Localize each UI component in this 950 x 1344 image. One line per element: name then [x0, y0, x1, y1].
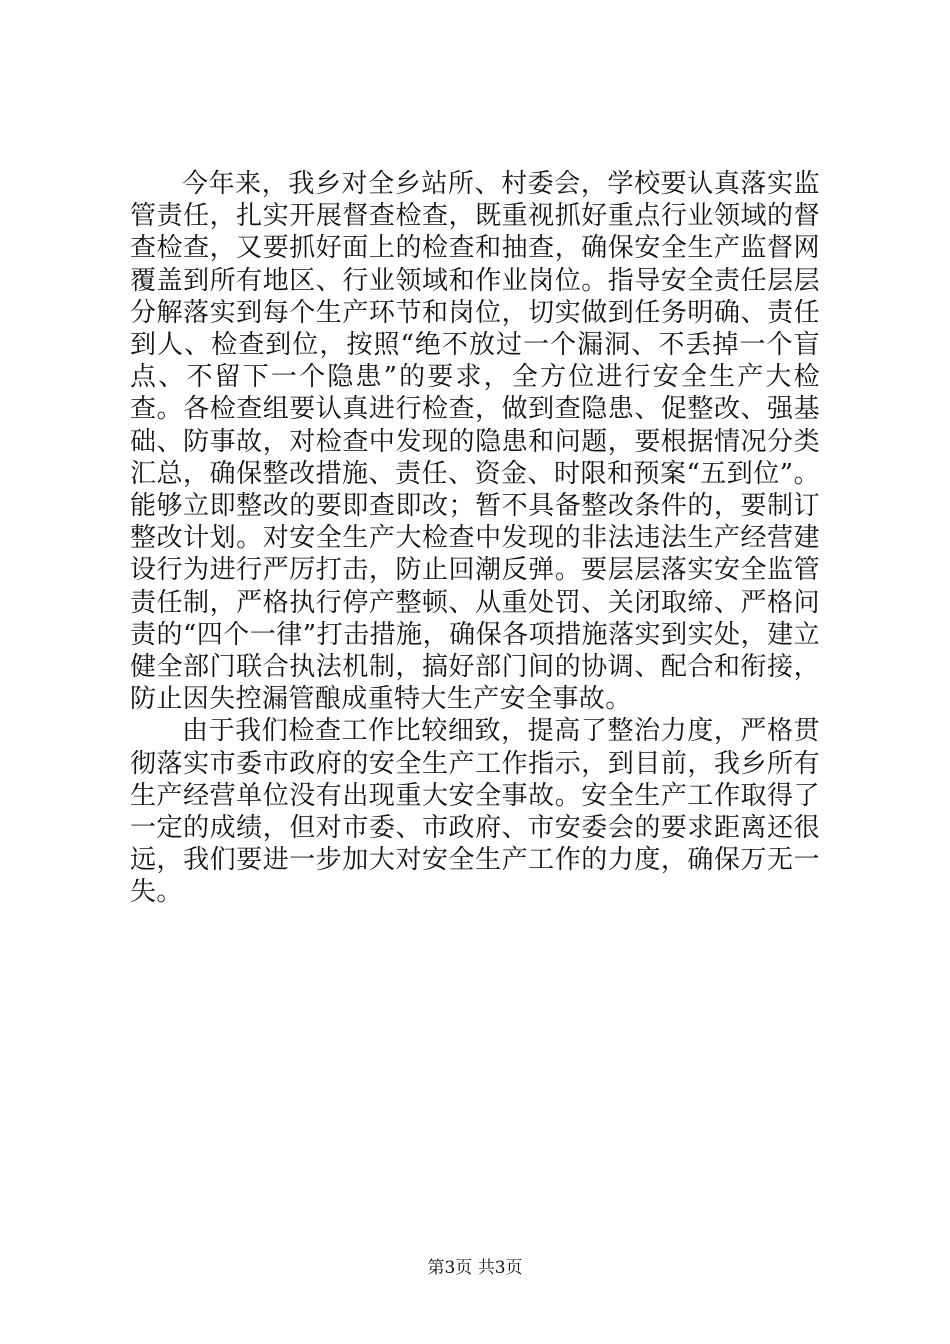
paragraph-2: 由于我们检查工作比较细致，提高了整治力度，严格贯彻落实市委市政府的安全生产工作指示，到目前，我乡所有生产经营单位没有出现重大安全事故。安全生产工作取得了一定的成绩，但对市委、市政府、市安委会的要求距离还很远，我们要进一步加大对安全生产工作的力度，确保万无一失。	[130, 716, 820, 908]
document-body	[130, 168, 820, 909]
paragraph-1: 今年来，我乡对全乡站所、村委会，学校要认真落实监管责任，扎实开展督查检查，既重视抓好重点行业领域的督查检查，又要抓好面上的检查和抽查，确保安全生产监督网覆盖到所有地区、行业领域和作业岗位。指导安全责任层层分解落实到每个生产环节和岗位，切实做到任务明确、责任到人、检查到位，按照“绝不放过一个漏洞、不丢掉一个盲点、不留下一个隐患”的要求，全方位进行安全生产大检查。各检查组要认真进行检查，做到查隐患、促整改、强基础、防事故，对检查中发现的隐患和问题，要根据情况分类汇总，确保整改措施、责任、资金、时限和预案“五到位”。能够立即整改的要即查即改；暂不具备整改条件的，要制订整改计划。对安全生产大检查中发现的非法违法生产经营建设行为进行严厉打击，防止回潮反弹。要层层落实安全监管责任制，严格执行停产整顿、从重处罚、关闭取缔、严格问责的“四个一律”打击措施，确保各项措施落实到实处，建立健全部门联合执法机制，搞好部门间的协调、配合和衔接，防止因失控漏管酿成重特大生产安全事故。	[130, 169, 820, 715]
page-number: 第3页 共3页	[427, 1258, 523, 1278]
